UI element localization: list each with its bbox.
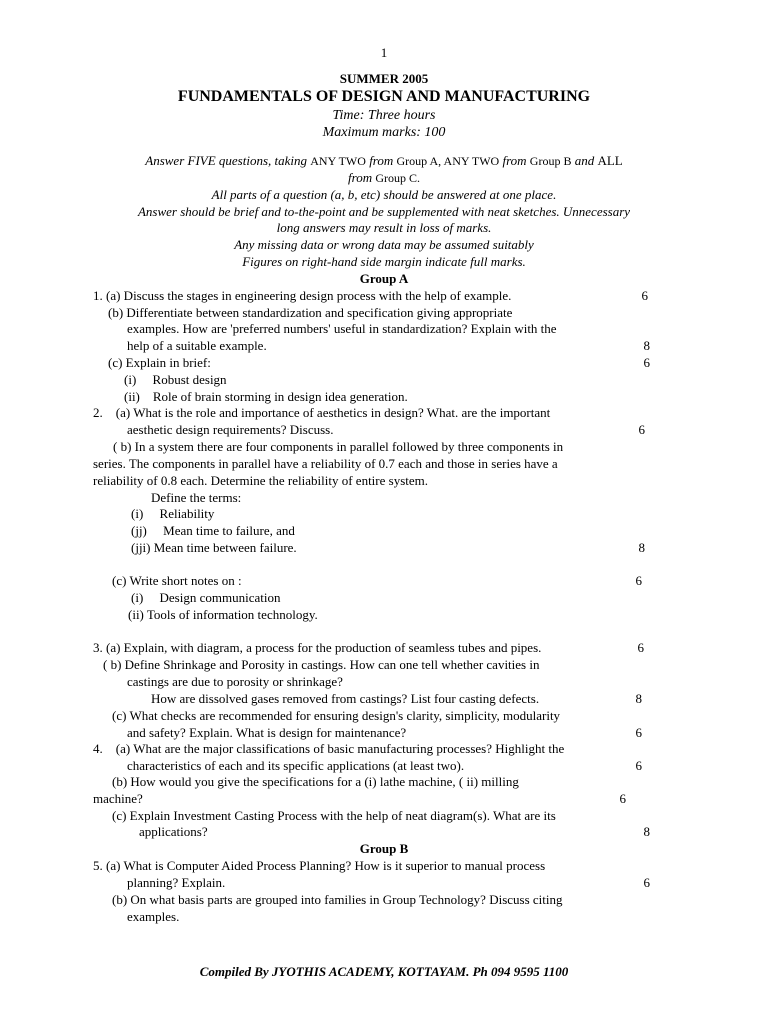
question-marks: 6 xyxy=(635,725,642,740)
group-b-heading: Group B xyxy=(359,841,409,856)
question-line: (ii) Role of brain storming in design idea generation. xyxy=(124,389,408,404)
exam-time: Time: Three hours xyxy=(332,108,436,123)
question-marks: 6 xyxy=(635,573,642,588)
instruction-line-5: long answers may result in loss of marks. xyxy=(276,220,492,235)
question-line: series. The components in parallel have a reliability of 0.7 each and those in series have a xyxy=(93,456,558,471)
question-line: (jj) Mean time to failure, and xyxy=(131,523,295,538)
question-line: castings are due to porosity or shrinkage? xyxy=(127,674,343,689)
question-marks: 6 xyxy=(635,758,642,773)
instruction-line-6: Any missing data or wrong data may be assumed suitably xyxy=(234,237,534,252)
question-line: (c) What checks are recommended for ensuring design's clarity, simplicity, modularity xyxy=(112,708,561,723)
exam-title: FUNDAMENTALS OF DESIGN AND MANUFACTURING xyxy=(177,88,591,105)
question-line: (c) Explain Investment Casting Process with the help of neat diagram(s). What are its xyxy=(112,808,556,823)
question-line: (c) Write short notes on : xyxy=(112,573,242,588)
instruction-line-7: Figures on right-hand side margin indicate full marks. xyxy=(242,254,526,269)
question-line: 2. (a) What is the role and importance of aesthetics in design? What. are the important xyxy=(93,405,551,420)
instruction-line-2: from Group C. xyxy=(348,170,420,185)
question-line: planning? Explain. xyxy=(127,875,226,890)
instruction-line-4: Answer should be brief and to-the-point and be supplemented with neat sketches. Unnecessary xyxy=(137,204,631,219)
question-line: 4. (a) What are the major classifications of basic manufacturing processes? Highlight the xyxy=(93,741,565,756)
question-marks: 6 xyxy=(637,640,644,655)
question-line: (ii) Tools of information technology. xyxy=(128,607,318,622)
question-line: (i) Design communication xyxy=(131,590,281,605)
question-line: (b) On what basis parts are grouped into families in Group Technology? Discuss citing xyxy=(112,892,563,907)
question-marks: 8 xyxy=(638,540,645,555)
question-line: (b) How would you give the specifications for a (i) lathe machine, ( ii) milling xyxy=(112,774,519,789)
footer-credit: Compiled By JYOTHIS ACADEMY, KOTTAYAM. Ph 094 9595 1100 xyxy=(199,964,569,979)
question-line: and safety? Explain. What is design for maintenance? xyxy=(127,725,407,740)
group-a-heading: Group A xyxy=(359,271,409,286)
question-line: applications? xyxy=(139,824,208,839)
question-line: 3. (a) Explain, with diagram, a process for the production of seamless tubes and pipes. xyxy=(93,640,542,655)
question-line: machine? xyxy=(93,791,143,806)
question-line: ( b) Define Shrinkage and Porosity in castings. How can one tell whether cavities in xyxy=(103,657,540,672)
exam-session: SUMMER 2005 xyxy=(339,71,429,86)
page-number: 1 xyxy=(380,45,388,60)
question-marks: 6 xyxy=(643,875,650,890)
question-line: examples. How are 'preferred numbers' useful in standardization? Explain with the xyxy=(127,321,557,336)
question-line: (i) Robust design xyxy=(124,372,227,387)
question-line: 5. (a) What is Computer Aided Process Planning? How is it superior to manual process xyxy=(93,858,546,873)
question-line: (jji) Mean time between failure. xyxy=(131,540,297,555)
question-marks: 6 xyxy=(638,422,645,437)
question-line: Define the terms: xyxy=(151,490,242,505)
question-marks: 6 xyxy=(619,791,626,806)
question-marks: 8 xyxy=(635,691,642,706)
question-marks: 8 xyxy=(643,338,650,353)
question-line: examples. xyxy=(127,909,180,924)
question-line: aesthetic design requirements? Discuss. xyxy=(127,422,334,437)
question-line: (b) Differentiate between standardization and specification giving appropriate xyxy=(108,305,513,320)
instruction-line-3: All parts of a question (a, b, etc) should be answered at one place. xyxy=(211,187,557,202)
question-line: ( b) In a system there are four components in parallel followed by three components in xyxy=(113,439,564,454)
question-marks: 6 xyxy=(643,355,650,370)
question-line: 1. (a) Discuss the stages in engineering design process with the help of example. xyxy=(93,288,512,303)
question-line: help of a suitable example. xyxy=(127,338,267,353)
question-line: (c) Explain in brief: xyxy=(108,355,211,370)
question-marks: 6 xyxy=(641,288,648,303)
question-line: characteristics of each and its specific applications (at least two). xyxy=(127,758,465,773)
question-line: (i) Reliability xyxy=(131,506,215,521)
instruction-line-1: Answer FIVE questions, taking ANY TWO from Group A, ANY TWO from Group B and ALL xyxy=(145,153,623,168)
question-marks: 8 xyxy=(643,824,650,839)
question-line: reliability of 0.8 each. Determine the reliability of entire system. xyxy=(93,473,428,488)
question-line: How are dissolved gases removed from castings? List four casting defects. xyxy=(151,691,540,706)
exam-max-marks: Maximum marks: 100 xyxy=(322,125,446,140)
